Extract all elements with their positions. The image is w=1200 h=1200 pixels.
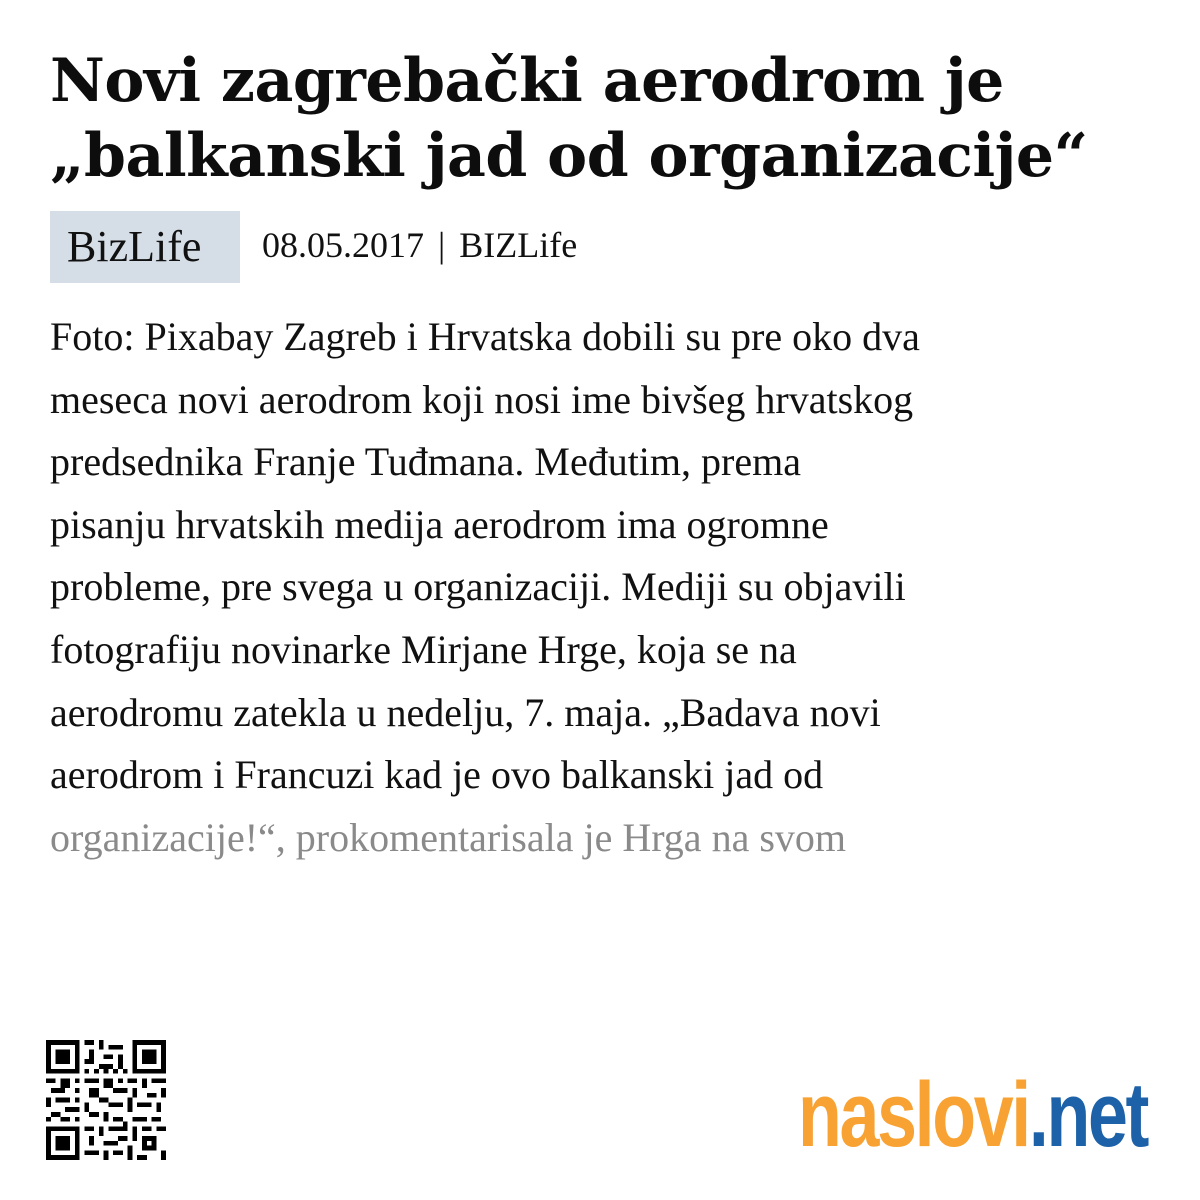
logo-dot: .	[1028, 1064, 1047, 1166]
body-line: probleme, pre svega u organizaciji. Mediji su objavili	[50, 564, 906, 610]
body-line: meseca novi aerodrom koji nosi ime bivšeg hrvatskog	[50, 376, 914, 422]
qr-code-icon[interactable]	[46, 1040, 166, 1160]
body-line: pisanju hrvatskih medija aerodrom ima ogromne	[50, 501, 829, 547]
article-title[interactable]: Novi zagrebački aerodrom je „balkanski jad od organizacije“	[50, 46, 1088, 191]
article-meta	[50, 211, 577, 283]
meta-separator: |	[438, 225, 446, 265]
body-line-faded: organizacije!“, prokomentarisala je Hrga na svom	[50, 814, 846, 860]
meta-line	[262, 223, 577, 267]
body-line: predsednika Franje Tuđmana. Međutim, prema	[50, 439, 801, 485]
body-line: aerodromu zatekla u nedelju, 7. maja. „Badava novi	[50, 689, 881, 735]
body-line: aerodrom i Francuzi kad je ovo balkanski jad od	[50, 752, 824, 798]
article-date: 08.05.2017	[262, 225, 424, 265]
logo-tld: net	[1046, 1064, 1148, 1166]
body-line: fotografiju novinarke Mirjane Hrge, koja se na	[50, 626, 797, 672]
naslovi-net-logo[interactable]	[798, 1060, 1148, 1170]
body-line: Foto: Pixabay Zagreb i Hrvatska dobili su pre oko dva	[50, 314, 920, 359]
article-body	[50, 306, 1170, 869]
source-badge[interactable]: BizLife	[50, 211, 240, 283]
article-source: BIZLife	[459, 225, 578, 265]
logo-main: naslovi	[798, 1064, 1029, 1166]
